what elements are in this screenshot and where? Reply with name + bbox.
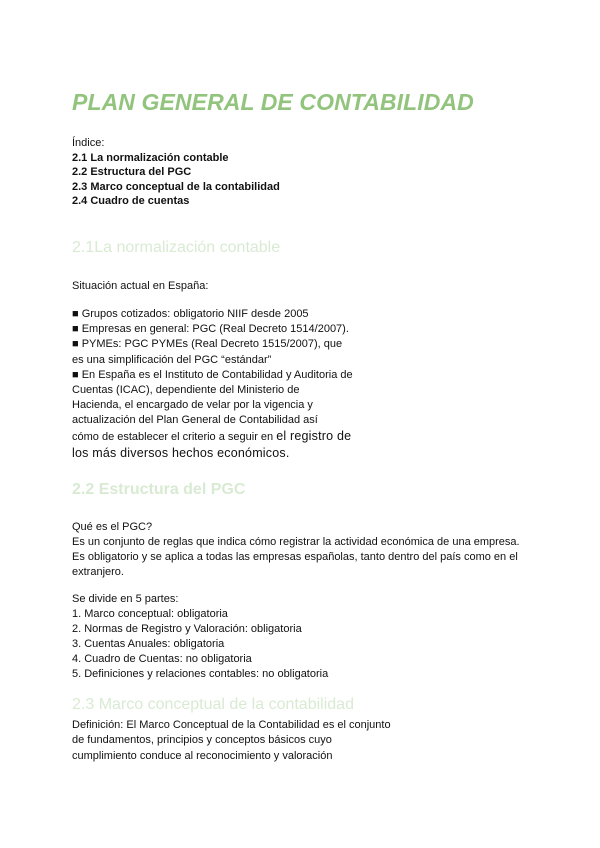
index-block <box>72 136 542 209</box>
paragraph-line: es una simplificación del PGC “estándar” <box>72 353 272 366</box>
section-heading-2-3: 2.3 Marco conceptual de la contabilidad <box>72 696 354 713</box>
paragraph-line: Hacienda, el encargado de velar por la vigencia y <box>72 399 313 412</box>
section-1-body <box>72 307 542 461</box>
paragraph-line: Situación actual en España: <box>72 280 209 292</box>
paragraph-line: ■ Empresas en general: PGC (Real Decreto 1514/2007). <box>72 323 349 336</box>
index-item: 2.1 La normalización contable <box>72 151 229 164</box>
list-item: 3. Cuentas Anuales: obligatoria <box>72 637 225 650</box>
paragraph-line: Qué es el PGC? <box>72 521 153 533</box>
index-item: 2.2 Estructura del PGC <box>72 166 192 179</box>
list-item: 4. Cuadro de Cuentas: no obligatoria <box>72 652 252 665</box>
index-item: 2.3 Marco conceptual de la contabilidad <box>72 180 280 193</box>
paragraph-line: Cuentas (ICAC), dependiente del Ministerio de <box>72 384 300 397</box>
index-item: 2.4 Cuadro de cuentas <box>72 195 190 208</box>
paragraph-line: Es obligatorio y se aplica a todas las empresas españolas, tanto dentro del país como en el <box>72 551 518 563</box>
paragraph-line: ■ Grupos cotizados: obligatorio NIIF desde 2005 <box>72 308 309 320</box>
text-run: el registro de <box>276 428 352 443</box>
index-label: Índice: <box>72 137 105 149</box>
section-heading-2-1: 2.1La normalización contable <box>72 239 281 256</box>
paragraph-line <box>72 429 542 445</box>
section-1-intro <box>72 279 542 294</box>
paragraph-line: ■ En España es el Instituto de Contabilidad y Auditoria de <box>72 368 353 381</box>
list-item: 1. Marco conceptual: obligatoria <box>72 607 228 620</box>
paragraph-line: extranjero. <box>72 566 124 578</box>
paragraph-line: los más diversos hechos económicos. <box>72 445 290 460</box>
paragraph-line: actualización del Plan General de Contabilidad así <box>72 414 318 427</box>
list-item: 2. Normas de Registro y Valoración: obligatoria <box>72 622 302 635</box>
section-heading-2-2: 2.2 Estructura del PGC <box>72 481 246 498</box>
paragraph-line: ■ PYMEs: PGC PYMEs (Real Decreto 1515/2007), que <box>72 338 343 351</box>
section-2-parts <box>72 592 542 681</box>
document-title: PLAN GENERAL DE CONTABILIDAD <box>72 89 474 115</box>
paragraph-line: Definición: El Marco Conceptual de la Contabilidad es el conjunto <box>72 719 391 731</box>
list-item: 5. Definiciones y relaciones contables: no obligatoria <box>72 667 329 680</box>
paragraph-line: Es un conjunto de reglas que indica cómo registrar la actividad económica de una empresa. <box>72 536 520 548</box>
paragraph-line: cumplimiento conduce al reconocimiento y valoración <box>72 749 333 762</box>
section-3-body <box>72 718 542 764</box>
section-2-body <box>72 520 542 580</box>
paragraph-line: de fundamentos, principios y conceptos básicos cuyo <box>72 734 332 747</box>
paragraph-line: Se divide en 5 partes: <box>72 593 179 605</box>
text-run: cómo de establecer el criterio a seguir en <box>72 430 277 443</box>
